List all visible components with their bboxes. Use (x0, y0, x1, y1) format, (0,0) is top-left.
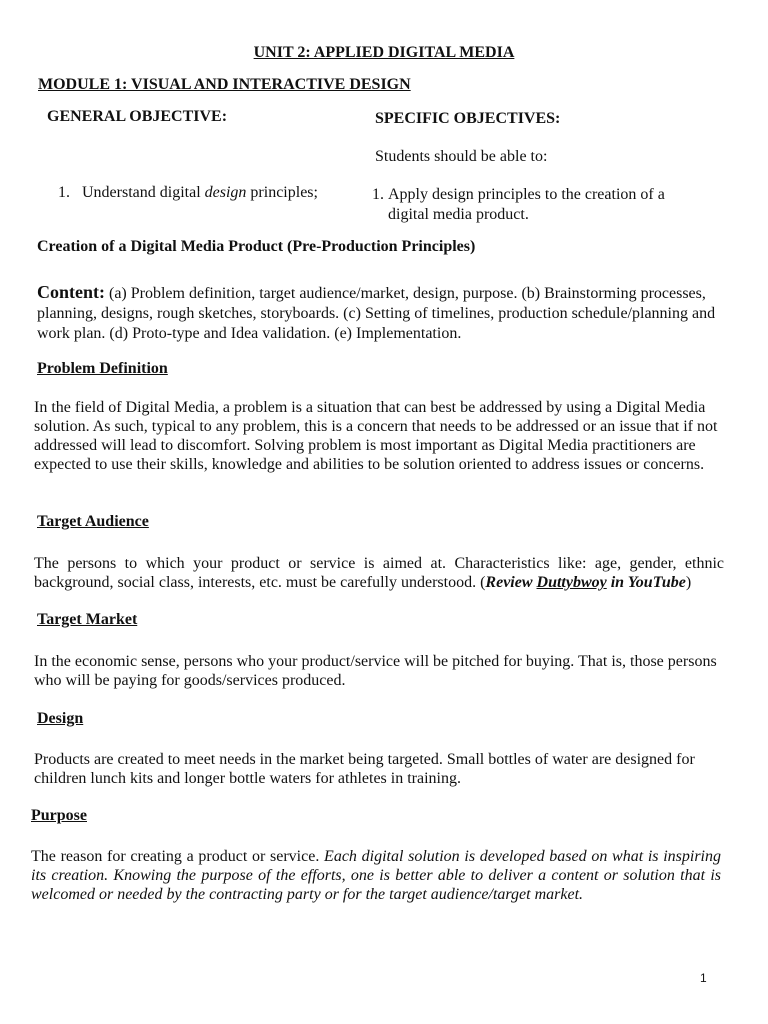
general-item-text-before: Understand digital (82, 184, 205, 201)
content-label: Content: (37, 282, 105, 302)
specific-item-line1: Apply design principles to the creation of a (388, 186, 665, 203)
design-heading: Design (37, 710, 84, 727)
purpose-text (31, 847, 721, 904)
review-close: ) (685, 574, 692, 591)
purpose-text-plain: The reason for creating a product or service. (31, 848, 325, 865)
general-objective-item (58, 184, 318, 202)
problem-definition-text: In the field of Digital Media, a problem is a situation that can best be addressed by using a Digital Media solution. As such, typical to any problem, this is a concern that needs to be addressed or an issue that if not addressed will lead to discomfort. Solving problem is most important as Digital Media practitioners are expected to use their skills, knowledge and abilities to be solution oriented to address issues or concerns. (34, 399, 718, 473)
creation-heading: Creation of a Digital Media Product (Pre-Production Principles) (37, 238, 476, 255)
purpose-heading: Purpose (31, 807, 87, 824)
review-before: Review (485, 574, 537, 591)
general-objective-heading: GENERAL OBJECTIVE: (47, 108, 228, 125)
target-market-text: In the economic sense, persons who your product/service will be pitched for buying. That is, those persons who will be paying for goods/services produced. (34, 653, 717, 689)
purpose-text-italic: Each digital solution is developed based on what is inspiring its creation. Knowing the purpose of the efforts, one is better able to deliver a content or solution that is welcomed or needed by the contracting party or for the target audience/target market. (31, 848, 722, 903)
specific-objective-item (372, 185, 692, 225)
target-market-heading: Target Market (37, 611, 138, 628)
specific-objectives-heading: SPECIFIC OBJECTIVES: (375, 110, 561, 127)
students-intro: Students should be able to: (375, 148, 548, 165)
review-after: in YouTube (606, 574, 686, 591)
specific-item-line2: digital media product. (388, 206, 529, 223)
review-name: Duttybwoy (536, 574, 607, 591)
problem-definition-heading: Problem Definition (37, 360, 168, 377)
general-item-number: 1. (58, 184, 70, 201)
module-title: MODULE 1: VISUAL AND INTERACTIVE DESIGN (38, 76, 411, 93)
content-paragraph (37, 282, 727, 344)
general-item-text-after: principles; (246, 184, 318, 201)
page-number: 1 (700, 971, 707, 985)
general-item-text-italic: design (204, 184, 247, 201)
target-audience-body: The persons to which your product or service is aimed at. Characteristics like: age, gender, ethnic background, social class, interests, etc. must be carefully understood. ( (34, 555, 724, 591)
design-text: Products are created to meet needs in the market being targeted. Small bottles of water are designed for children lunch kits and longer bottle waters for athletes in training. (34, 751, 695, 787)
content-text: (a) Problem definition, target audience/market, design, purpose. (b) Brainstorming processes, planning, designs, rough sketches, storyboards. (c) Setting of timelines, production schedule/planning and work plan. (d) Proto-type and Idea validation. (e) Implementation. (37, 285, 716, 342)
unit-title: UNIT 2: APPLIED DIGITAL MEDIA (253, 44, 515, 61)
target-audience-heading: Target Audience (37, 513, 149, 530)
target-audience-text (34, 554, 724, 592)
specific-item-number: 1. (372, 186, 384, 203)
